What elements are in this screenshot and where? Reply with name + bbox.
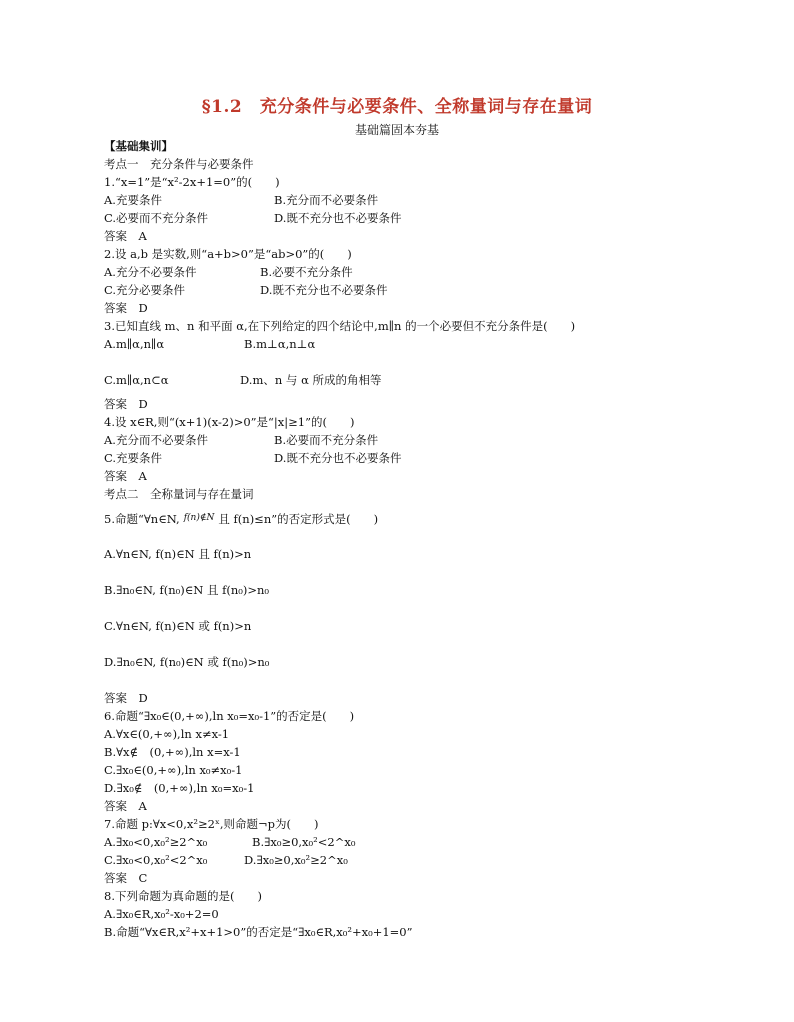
option-b: B.必要而不充分条件 [274, 433, 379, 447]
option-row [104, 371, 704, 389]
option-d: D.m、n 与 α 所成的角相等 [240, 373, 382, 387]
option-a: A.∃x₀<0,x₀²≥2^x₀ [104, 835, 208, 849]
option-b: B.∃x₀≥0,x₀²<2^x₀ [252, 835, 356, 849]
question-stem: 1.“x=1”是“x²-2x+1=0”的( ) [104, 175, 280, 189]
option-a: A.m∥α,n∥α [104, 337, 165, 351]
option-c: C.∀n∈N, f(n)∈N 或 f(n)>n [104, 619, 252, 633]
answer: 答案 A [104, 799, 147, 813]
option-row [104, 263, 704, 281]
option-b: B.∃n₀∈N, f(n₀)∈N 且 f(n₀)>n₀ [104, 583, 270, 597]
option-row [104, 209, 704, 227]
document-body [104, 137, 704, 941]
option-c: C.充分必要条件 [104, 283, 186, 297]
option-a: A.充分不必要条件 [104, 265, 197, 279]
option-c: C.m∥α,n⊂α [104, 373, 169, 387]
page-subtitle: 基础篇固本夯基 [354, 123, 439, 137]
answer: 答案 C [104, 871, 148, 885]
option-b: B.必要不充分条件 [260, 265, 353, 279]
option-a: A.∀x∈(0,+∞),ln x≠x-1 [104, 727, 230, 741]
option-c: C.充要条件 [104, 451, 163, 465]
answer: 答案 A [104, 229, 147, 243]
option-d: D.∃n₀∈N, f(n₀)∈N 或 f(n₀)>n₀ [104, 655, 270, 669]
option-a: A.充分而不必要条件 [104, 433, 208, 447]
option-row [104, 449, 704, 467]
option-c: C.∃x₀∈(0,+∞),ln x₀≠x₀-1 [104, 763, 243, 777]
option-row [104, 281, 704, 299]
question-stem: 6.命题“∃x₀∈(0,+∞),ln x₀=x₀-1”的否定是( ) [104, 709, 355, 723]
option-d: D.既不充分也不必要条件 [274, 451, 402, 465]
option-c: C.∃x₀<0,x₀²<2^x₀ [104, 853, 208, 867]
answer: 答案 D [104, 397, 148, 411]
question-stem: 2.设 a,b 是实数,则“a+b>0”是“ab>0”的( ) [104, 247, 352, 261]
option-b: B.m⊥α,n⊥α [244, 337, 316, 351]
question-stem: 5.命题“∀n∈N, f(n)∉N 且 f(n)≤n”的否定形式是( ) [104, 509, 704, 527]
answer: 答案 D [104, 691, 148, 705]
option-b: B.命题“∀x∈R,x²+x+1>0”的否定是“∃x₀∈R,x₀²+x₀+1=0” [104, 925, 413, 939]
option-row [104, 191, 704, 209]
section-header: 【基础集训】 [104, 139, 173, 153]
option-d: D.既不充分也不必要条件 [260, 283, 388, 297]
question-stem: 7.命题 p:∀x<0,x²≥2ˣ,则命题¬p为( ) [104, 817, 319, 831]
option-row [104, 335, 704, 353]
answer: 答案 A [104, 469, 147, 483]
option-b: B.充分而不必要条件 [274, 193, 379, 207]
option-d: D.∃x₀∉ (0,+∞),ln x₀=x₀-1 [104, 781, 255, 795]
option-a: A.∀n∈N, f(n)∈N 且 f(n)>n [104, 547, 252, 561]
answer: 答案 D [104, 301, 148, 315]
option-b: B.∀x∉ (0,+∞),ln x=x-1 [104, 745, 241, 759]
question-stem: 8.下列命题为真命题的是( ) [104, 889, 262, 903]
question-stem: 3.已知直线 m、n 和平面 α,在下列给定的四个结论中,m∥n 的一个必要但不充分条件是( ) [104, 319, 576, 333]
option-d: D.既不充分也不必要条件 [274, 211, 402, 225]
option-row [104, 851, 704, 869]
topic-heading: 考点一 充分条件与必要条件 [104, 157, 254, 171]
formula-image: f(n)∉N [183, 513, 215, 523]
question-stem: 4.设 x∈R,则“(x+1)(x-2)>0”是“|x|≥1”的( ) [104, 415, 355, 429]
option-a: A.充要条件 [104, 193, 162, 207]
option-a: A.∃x₀∈R,x₀²-x₀+2=0 [104, 907, 219, 921]
option-c: C.必要而不充分条件 [104, 211, 209, 225]
topic-heading: 考点二 全称量词与存在量词 [104, 487, 254, 501]
option-row [104, 833, 704, 851]
page-title: §1.2 充分条件与必要条件、全称量词与存在量词 [201, 97, 593, 117]
option-row [104, 431, 704, 449]
option-d: D.∃x₀≥0,x₀²≥2^x₀ [244, 853, 348, 867]
